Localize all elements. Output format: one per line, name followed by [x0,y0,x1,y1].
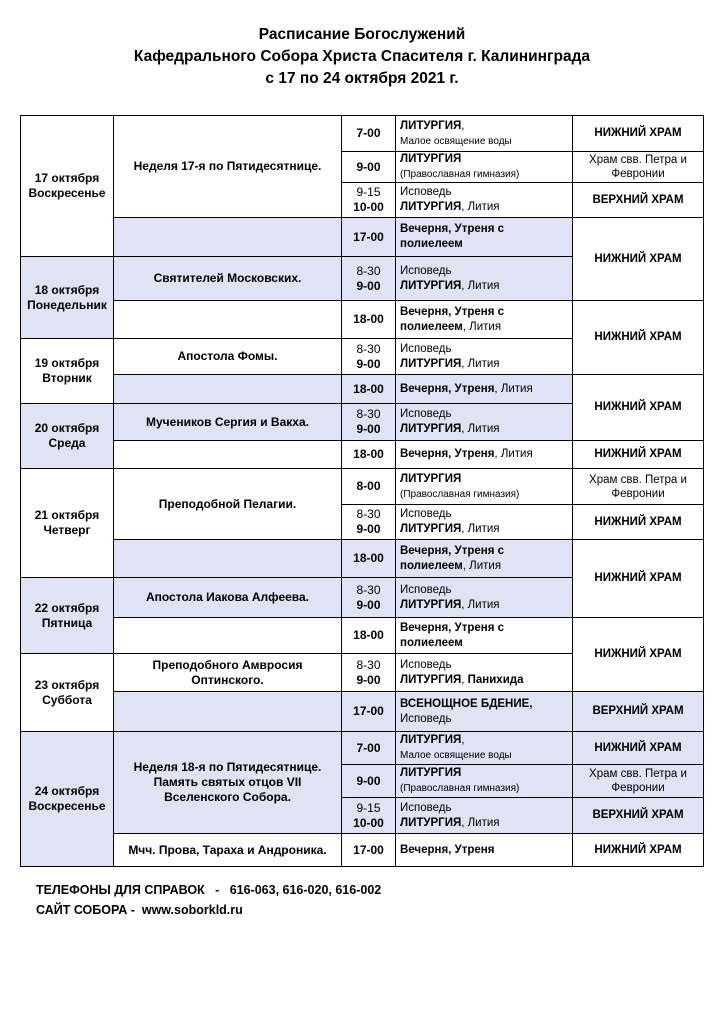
feast-cell: Преподобного Амвросия Оптинского. [114,654,342,692]
place-cell: ВЕРХНИЙ ХРАМ [573,183,704,218]
table-row [21,540,704,578]
feast-cell [114,540,342,578]
place-cell: ВЕРХНИЙ ХРАМ [573,798,704,834]
service-cell: Вечерня, Утреня с полиелеем, Лития [396,540,573,578]
time-cell: 18-00 [342,540,396,578]
date-cell: 21 октября Четверг [21,469,114,578]
feast-cell [114,301,342,339]
table-row [21,301,704,339]
time-cell: 7-00 [342,116,396,152]
date-cell: 24 октября Воскресенье [21,732,114,867]
place-cell: НИЖНИЙ ХРАМ [573,732,704,765]
service-cell: Исповедь ЛИТУРГИЯ, Панихида [396,654,573,692]
service-cell: Вечерня, Утреня [396,834,573,867]
time-cell: 8-30 9-00 [342,505,396,540]
feast-cell [114,375,342,404]
time-cell: 18-00 [342,441,396,469]
time-cell: 7-00 [342,732,396,765]
place-cell: Храм свв. Петра и Февронии [573,765,704,798]
service-cell: ЛИТУРГИЯ, Малое освящение воды [396,116,573,152]
service-cell: Вечерня, Утреня с полиелеем [396,618,573,654]
time-cell: 8-30 9-00 [342,404,396,441]
place-cell: НИЖНИЙ ХРАМ [573,540,704,618]
table-row [21,732,704,765]
time-cell: 18-00 [342,618,396,654]
service-cell: Исповедь ЛИТУРГИЯ, Лития [396,505,573,540]
feast-cell [114,218,342,257]
title-line-1: Расписание Богослужений [258,26,466,43]
time-cell: 9-00 [342,765,396,798]
service-cell: ЛИТУРГИЯ, Малое освящение воды [396,732,573,765]
feast-cell: Неделя 18-я по Пятидесятнице. Память святых отцов VII Вселенского Собора. [114,732,342,834]
place-cell: НИЖНИЙ ХРАМ [573,505,704,540]
feast-cell: Святителей Московских. [114,257,342,301]
time-cell: 9-15 10-00 [342,798,396,834]
feast-cell: Преподобной Пелагии. [114,469,342,540]
place-cell: НИЖНИЙ ХРАМ [573,116,704,152]
date-cell: 20 октября Среда [21,404,114,469]
time-cell: 18-00 [342,301,396,339]
feast-cell [114,618,342,654]
place-cell: НИЖНИЙ ХРАМ [573,218,704,301]
feast-cell [114,441,342,469]
place-cell: НИЖНИЙ ХРАМ [573,375,704,441]
feast-cell: Мчч. Прова, Тараха и Андроника. [114,834,342,867]
time-cell: 8-30 9-00 [342,578,396,618]
site-line: САЙТ СОБОРА - www.soborkld.ru [36,903,243,917]
schedule-table [20,115,704,867]
page-title [0,24,724,90]
service-cell: ЛИТУРГИЯ (Православная гимназия) [396,765,573,798]
table-row [21,618,704,654]
feast-cell: Апостола Иакова Алфеева. [114,578,342,618]
title-line-3: с 17 по 24 октября 2021 г. [265,70,459,87]
feast-cell: Апостола Фомы. [114,339,342,375]
time-cell: 8-00 [342,469,396,505]
feast-cell: Мучеников Сергия и Вакха. [114,404,342,441]
date-cell: 19 октября Вторник [21,339,114,404]
date-cell: 18 октября Понедельник [21,257,114,339]
table-row [21,116,704,152]
date-cell: 22 октября Пятница [21,578,114,654]
service-cell: Исповедь ЛИТУРГИЯ, Лития [396,183,573,218]
place-cell: НИЖНИЙ ХРАМ [573,834,704,867]
place-cell: НИЖНИЙ ХРАМ [573,301,704,375]
service-cell: Вечерня, Утреня с полиелеем, Лития [396,301,573,339]
phones-line: ТЕЛЕФОНЫ ДЛЯ СПРАВОК - 616-063, 616-020, 616-002 [36,883,382,897]
time-cell: 17-00 [342,692,396,732]
feast-cell: Неделя 17-я по Пятидесятнице. [114,116,342,218]
title-line-2: Кафедрального Собора Христа Спасителя г. Калининграда [133,48,591,65]
service-cell: Вечерня, Утреня, Лития [396,375,573,404]
date-cell: 23 октября Суббота [21,654,114,732]
service-cell: ЛИТУРГИЯ (Православная гимназия) [396,469,573,505]
table-row [21,441,704,469]
service-cell: Вечерня, Утреня, Лития [396,441,573,469]
table-row [21,375,704,404]
place-cell: Храм свв. Петра и Февронии [573,152,704,183]
place-cell: НИЖНИЙ ХРАМ [573,618,704,692]
service-cell: ВСЕНОЩНОЕ БДЕНИЕ, Исповедь [396,692,573,732]
time-cell: 18-00 [342,375,396,404]
time-cell: 8-30 9-00 [342,339,396,375]
table-row [21,469,704,505]
service-cell: Исповедь ЛИТУРГИЯ, Лития [396,578,573,618]
table-row [21,218,704,257]
time-cell: 8-30 9-00 [342,257,396,301]
time-cell: 17-00 [342,218,396,257]
table-row [21,834,704,867]
footer [36,880,381,920]
place-cell: ВЕРХНИЙ ХРАМ [573,692,704,732]
site-link[interactable]: www.soborkld.ru [141,903,243,917]
service-cell: Вечерня, Утреня с полиелеем [396,218,573,257]
service-cell: Исповедь ЛИТУРГИЯ, Лития [396,257,573,301]
service-cell: Исповедь ЛИТУРГИЯ, Лития [396,404,573,441]
service-cell: Исповедь ЛИТУРГИЯ, Лития [396,798,573,834]
table-row [21,692,704,732]
service-cell: Исповедь ЛИТУРГИЯ, Лития [396,339,573,375]
time-cell: 8-30 9-00 [342,654,396,692]
phones-value: 616-063, 616-020, 616-002 [229,883,382,897]
place-cell: НИЖНИЙ ХРАМ [573,441,704,469]
feast-cell [114,692,342,732]
time-cell: 9-00 [342,152,396,183]
time-cell: 9-15 10-00 [342,183,396,218]
service-cell: ЛИТУРГИЯ (Православная гимназия) [396,152,573,183]
time-cell: 17-00 [342,834,396,867]
place-cell: Храм свв. Петра и Февронии [573,469,704,505]
date-cell: 17 октября Воскресенье [21,116,114,257]
